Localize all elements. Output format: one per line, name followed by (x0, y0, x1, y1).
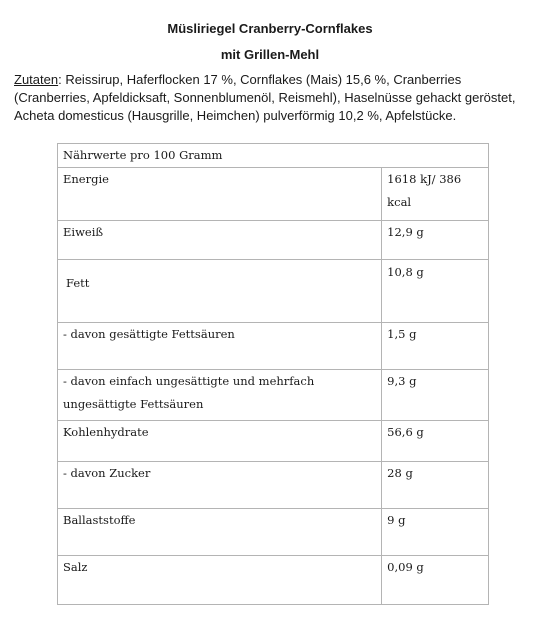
table-row (58, 221, 489, 260)
nutrient-name: - davon Zucker (58, 462, 382, 509)
nutrient-value: 9,3 g (382, 370, 489, 421)
nutrient-value: 28 g (382, 462, 489, 509)
nutrient-name: Eiweiß (58, 221, 382, 260)
product-subtitle: mit Grillen-Mehl (220, 47, 320, 62)
table-header-row (58, 144, 489, 168)
table-row (58, 509, 489, 556)
table-row (58, 556, 489, 605)
table-row (58, 370, 489, 421)
nutrient-value: 1618 kJ/ 386 kcal (382, 168, 489, 221)
nutrient-name: Ballaststoffe (58, 509, 382, 556)
nutrient-name: Fett (58, 260, 382, 323)
nutrient-value: 56,6 g (382, 421, 489, 462)
nutrient-name: Salz (58, 556, 382, 605)
nutrient-name: Kohlenhydrate (58, 421, 382, 462)
nutrient-value: 0,09 g (382, 556, 489, 605)
nutrient-value: 1,5 g (382, 323, 489, 370)
table-row (58, 462, 489, 509)
nutrient-name: Energie (58, 168, 382, 221)
nutrient-name: - davon einfach ungesättigte und mehrfach ungesättigte Fettsäuren (58, 370, 382, 421)
table-row (58, 421, 489, 462)
nutrient-value: 10,8 g (382, 260, 489, 323)
nutrient-name: - davon gesättigte Fettsäuren (58, 323, 382, 370)
nutrient-value: 9 g (382, 509, 489, 556)
table-row (58, 323, 489, 370)
ingredients-text: : Reissirup, Haferflocken 17 %, Cornflakes (Mais) 15,6 %, Cranberries (Cranberries, Apfeldicksaft, Sonnenblumenöl, Reismehl), Haselnüsse gehackt geröstet, Acheta domesticus (Hausgrille, Heimchen) pulverförmig 10,2 %, Apfelstücke. (14, 72, 516, 123)
ingredients-paragraph (14, 71, 529, 125)
table-row (58, 168, 489, 221)
table-row (58, 260, 489, 323)
product-title: Müsliriegel Cranberry-Cornflakes (167, 21, 373, 36)
nutrient-value: 12,9 g (382, 221, 489, 260)
ingredients-label: Zutaten (14, 72, 59, 87)
nutrition-table (57, 143, 489, 605)
table-header: Nährwerte pro 100 Gramm (58, 144, 489, 168)
